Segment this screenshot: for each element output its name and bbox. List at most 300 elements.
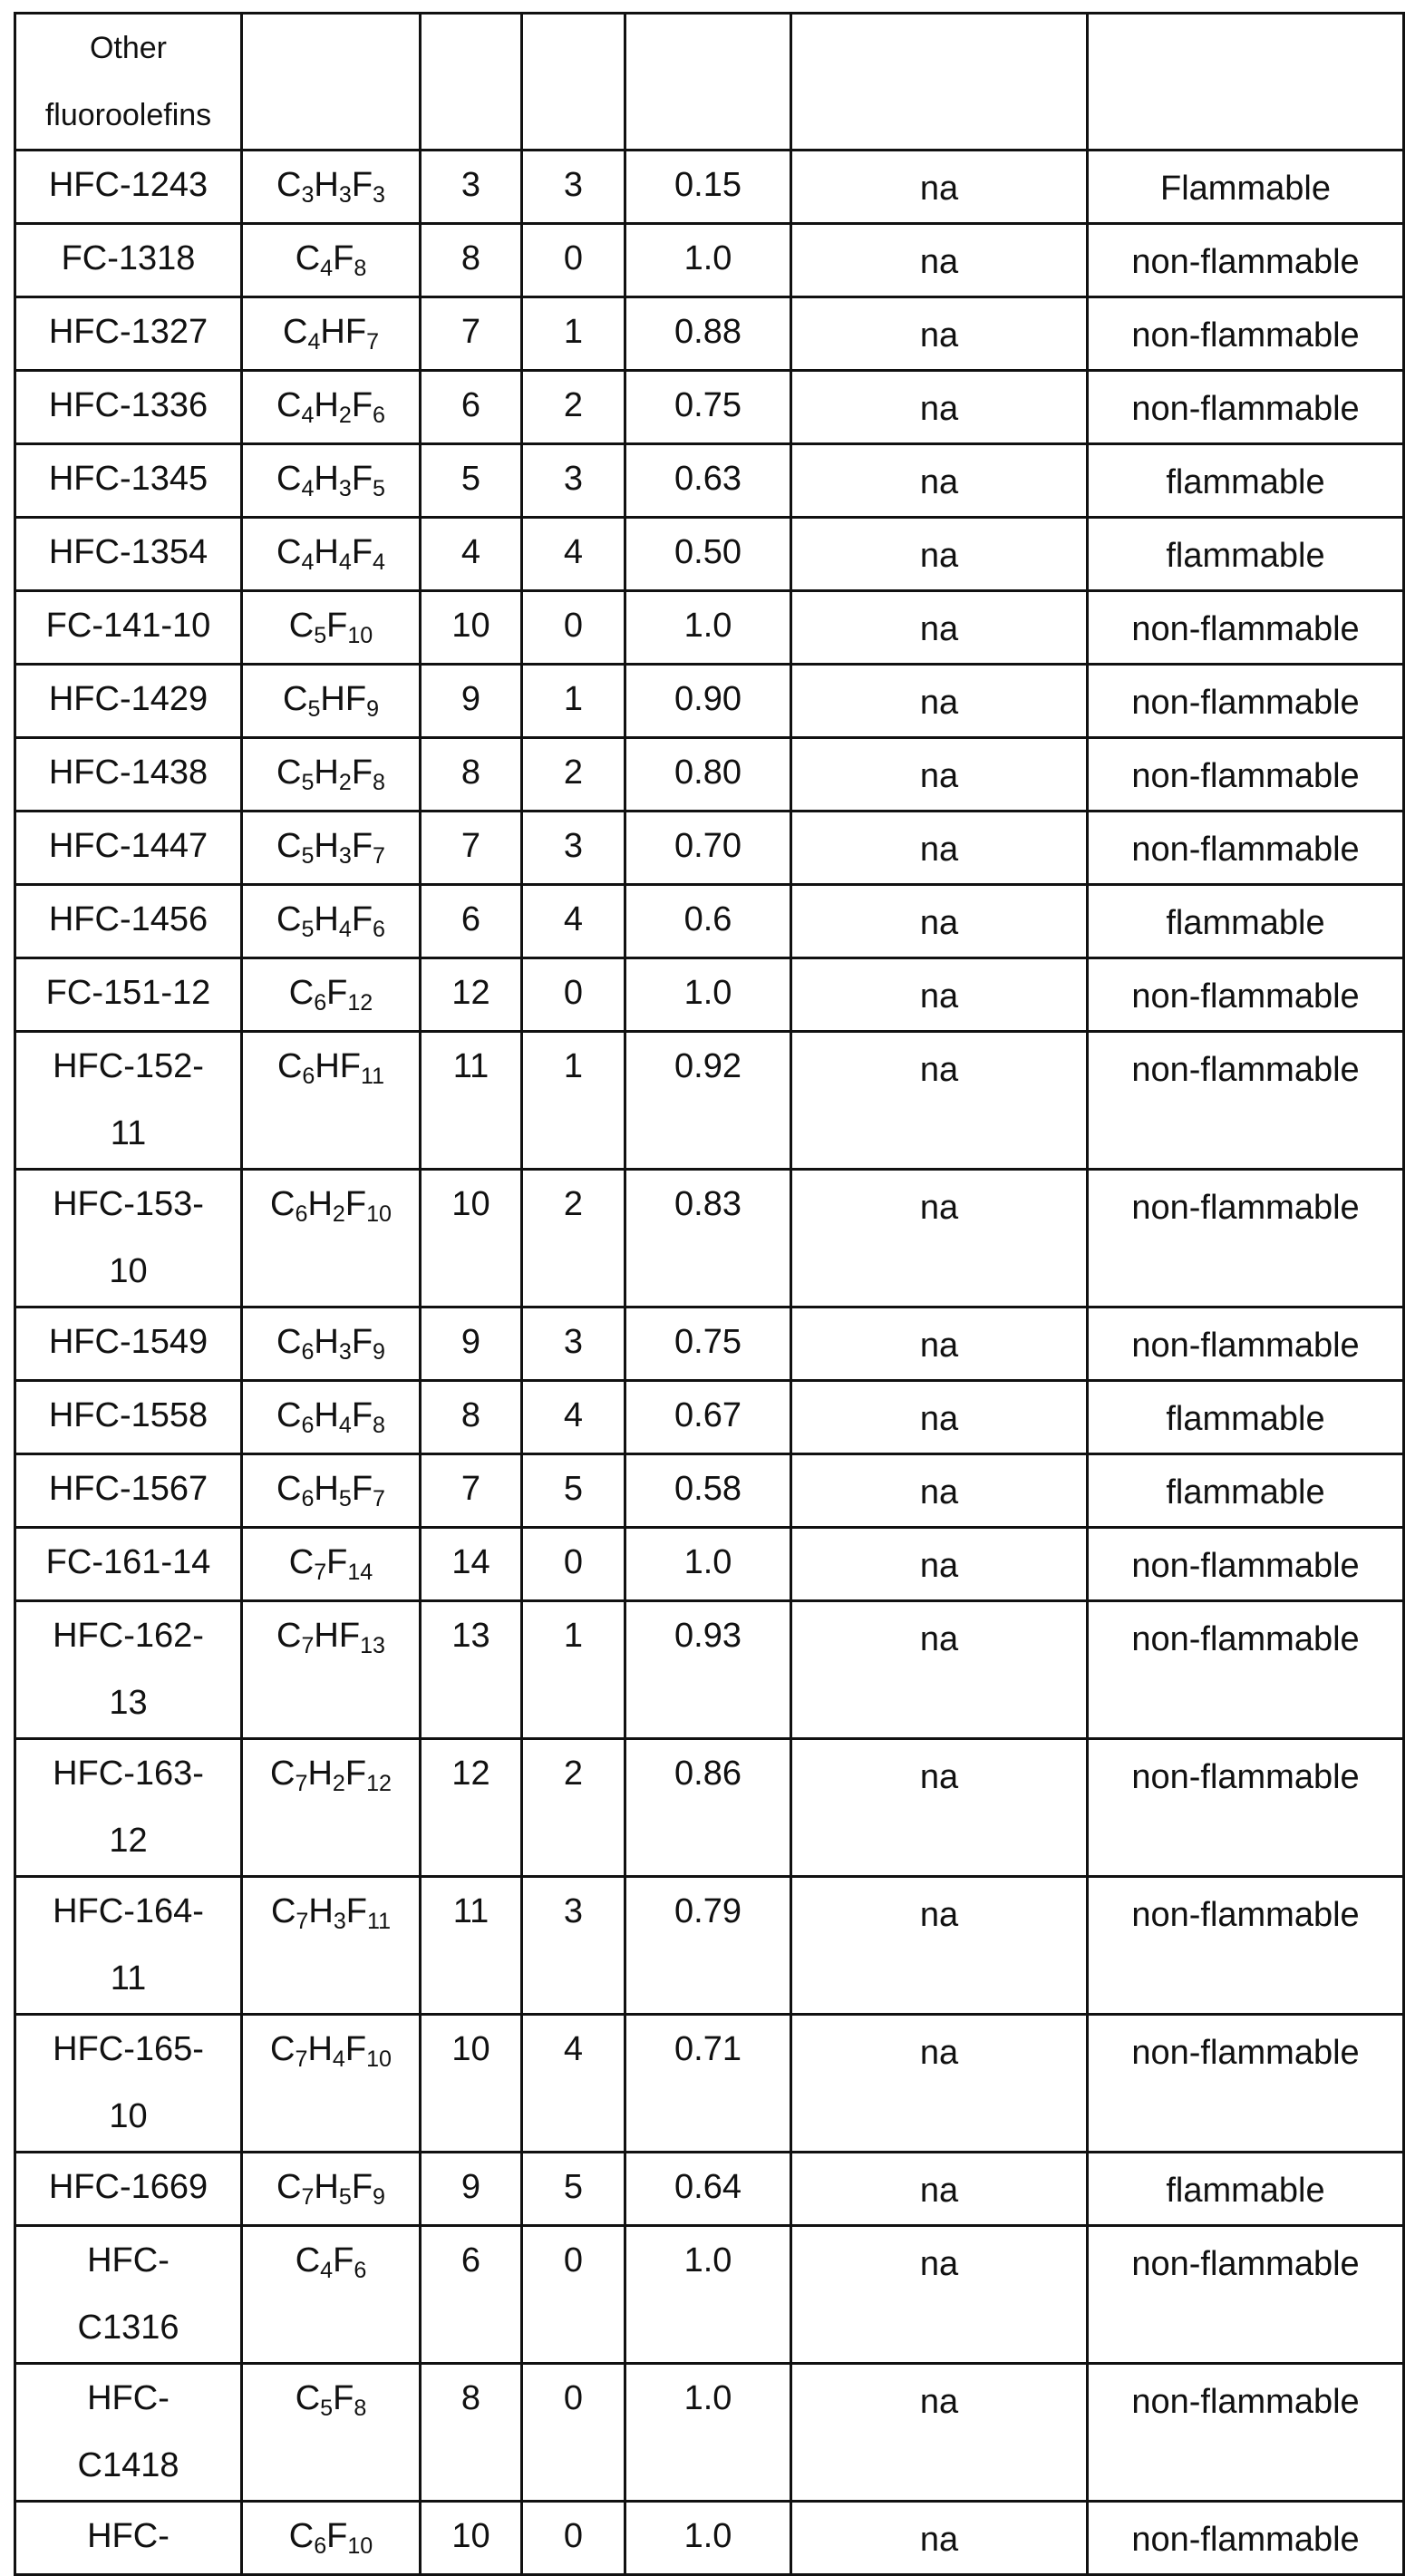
formula-element: C <box>276 1396 302 1434</box>
cell-ratio: 1.0 <box>625 1528 791 1601</box>
cell-ratio: 0.93 <box>625 1601 791 1739</box>
header-cell-f <box>421 14 522 151</box>
header-cell-formula <box>242 14 421 151</box>
formula-element: C <box>295 2379 321 2417</box>
formula-subscript: 4 <box>373 549 385 576</box>
formula-element: H <box>314 1323 339 1361</box>
table-body <box>15 14 1404 2575</box>
table-row <box>15 224 1404 297</box>
cell-flammability: flammable <box>1088 2153 1404 2226</box>
cell-compound-name <box>15 1877 242 2015</box>
cell-hydrogen-count: 2 <box>522 1739 625 1877</box>
cell-formula <box>242 591 421 665</box>
formula-element: C <box>288 607 315 645</box>
formula-element: H <box>314 1470 339 1508</box>
formula-subscript: 3 <box>373 182 385 209</box>
formula-subscript: 5 <box>314 623 327 649</box>
cell-formula <box>242 444 421 518</box>
compound-name-line: FC-1318 <box>61 239 196 277</box>
formula-subscript: 5 <box>301 843 315 870</box>
compound-name-line: FC-161-14 <box>45 1543 211 1581</box>
formula-element: H <box>307 1755 333 1793</box>
formula-subscript: 3 <box>333 1909 346 1935</box>
formula-subscript: 4 <box>338 1413 352 1439</box>
formula-element: F <box>344 680 367 718</box>
compound-name-line: HFC-1429 <box>48 680 208 718</box>
formula-subscript: 7 <box>301 1633 315 1659</box>
formula-subscript: 7 <box>373 843 385 870</box>
formula-subscript: 14 <box>347 1560 373 1586</box>
cell-formula <box>242 738 421 812</box>
cell-fluorine-count: 11 <box>421 1877 522 2015</box>
compound-name-line: HFC-152- <box>53 1047 204 1085</box>
cell-formula <box>242 2226 421 2364</box>
cell-hydrogen-count: 2 <box>522 371 625 444</box>
formula-element: C <box>295 2241 321 2280</box>
cell-compound-name <box>15 2364 242 2502</box>
cell-na: na <box>791 738 1088 812</box>
formula-subscript: 5 <box>301 770 315 796</box>
formula-subscript: 6 <box>301 1486 315 1512</box>
cell-formula <box>242 1032 421 1170</box>
formula-element: F <box>351 386 373 424</box>
table-row <box>15 2364 1404 2502</box>
fluoroolefins-table <box>14 12 1405 2576</box>
formula-subscript: 12 <box>347 990 373 1016</box>
formula-element: F <box>351 166 373 204</box>
compound-name-line: HFC-1354 <box>48 533 208 571</box>
cell-formula <box>242 2502 421 2575</box>
cell-na: na <box>791 444 1088 518</box>
formula-element: H <box>314 166 339 204</box>
table-row <box>15 2502 1404 2575</box>
cell-ratio: 1.0 <box>625 2364 791 2502</box>
formula-subscript: 2 <box>332 1201 345 1228</box>
table-row <box>15 812 1404 885</box>
formula-subscript: 10 <box>347 623 373 649</box>
cell-formula <box>242 371 421 444</box>
cell-compound-name <box>15 1381 242 1454</box>
cell-hydrogen-count: 4 <box>522 2015 625 2153</box>
formula-element: H <box>308 1892 334 1930</box>
formula-element: H <box>314 533 339 571</box>
formula-element: F <box>344 1185 367 1223</box>
cell-na: na <box>791 1454 1088 1528</box>
formula-element: H <box>307 1185 333 1223</box>
cell-fluorine-count: 10 <box>421 2502 522 2575</box>
cell-compound-name <box>15 665 242 738</box>
cell-formula <box>242 1307 421 1381</box>
cell-fluorine-count: 13 <box>421 1601 522 1739</box>
compound-name-line: HFC-1345 <box>48 460 208 498</box>
cell-na: na <box>791 2015 1088 2153</box>
formula-element: C <box>276 460 302 498</box>
cell-ratio: 0.67 <box>625 1381 791 1454</box>
formula-subscript: 3 <box>338 182 352 209</box>
cell-compound-name <box>15 2153 242 2226</box>
cell-formula <box>242 958 421 1032</box>
cell-ratio: 0.79 <box>625 1877 791 2015</box>
cell-flammability: non-flammable <box>1088 1528 1404 1601</box>
table-header-row <box>15 14 1404 151</box>
compound-name-line: HFC-1558 <box>48 1396 208 1434</box>
compound-name-line: 12 <box>109 1822 148 1860</box>
cell-flammability: flammable <box>1088 444 1404 518</box>
formula-subscript: 6 <box>295 1201 308 1228</box>
cell-fluorine-count: 10 <box>421 2015 522 2153</box>
formula-element: C <box>276 2168 302 2206</box>
cell-formula <box>242 1528 421 1601</box>
cell-ratio: 1.0 <box>625 2226 791 2364</box>
cell-formula <box>242 885 421 958</box>
cell-compound-name <box>15 812 242 885</box>
formula-subscript: 7 <box>301 2184 315 2211</box>
cell-hydrogen-count: 4 <box>522 885 625 958</box>
header-cell-h <box>522 14 625 151</box>
cell-na: na <box>791 2153 1088 2226</box>
cell-formula <box>242 2153 421 2226</box>
cell-fluorine-count: 8 <box>421 2364 522 2502</box>
cell-ratio: 0.88 <box>625 297 791 371</box>
cell-ratio: 0.15 <box>625 151 791 224</box>
cell-flammability: flammable <box>1088 1381 1404 1454</box>
table-row <box>15 2153 1404 2226</box>
cell-flammability: non-flammable <box>1088 1170 1404 1307</box>
cell-na: na <box>791 224 1088 297</box>
cell-flammability: non-flammable <box>1088 1032 1404 1170</box>
formula-element: C <box>276 1047 303 1085</box>
cell-compound-name <box>15 958 242 1032</box>
compound-name-line: HFC- <box>87 2517 170 2555</box>
formula-subscript: 4 <box>301 549 315 576</box>
compound-name-line: HFC- <box>87 2241 170 2280</box>
cell-ratio: 0.63 <box>625 444 791 518</box>
cell-fluorine-count: 6 <box>421 2226 522 2364</box>
formula-subscript: 4 <box>338 917 352 943</box>
cell-formula <box>242 297 421 371</box>
cell-ratio: 0.58 <box>625 1454 791 1528</box>
cell-na: na <box>791 1877 1088 2015</box>
cell-formula <box>242 518 421 591</box>
formula-element: C <box>288 1543 315 1581</box>
cell-na: na <box>791 2364 1088 2502</box>
formula-subscript: 11 <box>366 1909 392 1935</box>
cell-na: na <box>791 1307 1088 1381</box>
cell-na: na <box>791 885 1088 958</box>
formula-subscript: 7 <box>366 329 380 355</box>
compound-name-line: HFC-1567 <box>48 1470 208 1508</box>
table-row <box>15 591 1404 665</box>
formula-subscript: 12 <box>366 1771 392 1797</box>
header-cell-col6 <box>791 14 1088 151</box>
table-row <box>15 665 1404 738</box>
formula-element: F <box>344 1755 367 1793</box>
cell-flammability: non-flammable <box>1088 2364 1404 2502</box>
cell-na: na <box>791 2226 1088 2364</box>
cell-fluorine-count: 12 <box>421 958 522 1032</box>
cell-flammability: non-flammable <box>1088 224 1404 297</box>
cell-ratio: 0.92 <box>625 1032 791 1170</box>
cell-fluorine-count: 14 <box>421 1528 522 1601</box>
table-row <box>15 2015 1404 2153</box>
table-row <box>15 151 1404 224</box>
cell-ratio: 1.0 <box>625 958 791 1032</box>
formula-element: F <box>326 1543 348 1581</box>
formula-element: F <box>326 2517 348 2555</box>
formula-element: F <box>338 1617 361 1655</box>
cell-flammability: non-flammable <box>1088 1739 1404 1877</box>
formula-element: F <box>345 1892 367 1930</box>
header-name-line1: Other <box>89 31 168 65</box>
table-row <box>15 444 1404 518</box>
cell-hydrogen-count: 3 <box>522 1877 625 2015</box>
formula-subscript: 6 <box>314 990 327 1016</box>
cell-fluorine-count: 8 <box>421 738 522 812</box>
cell-compound-name <box>15 2226 242 2364</box>
formula-subscript: 8 <box>373 770 385 796</box>
cell-ratio: 0.70 <box>625 812 791 885</box>
cell-hydrogen-count: 1 <box>522 1601 625 1739</box>
formula-subscript: 6 <box>301 1339 315 1366</box>
formula-element: H <box>320 680 345 718</box>
formula-element: H <box>315 1047 340 1085</box>
formula-element: C <box>276 1470 302 1508</box>
formula-subscript: 5 <box>301 917 315 943</box>
compound-name-line: C1316 <box>77 2309 179 2347</box>
cell-hydrogen-count: 0 <box>522 591 625 665</box>
cell-formula <box>242 1381 421 1454</box>
cell-compound-name <box>15 738 242 812</box>
cell-hydrogen-count: 2 <box>522 738 625 812</box>
formula-subscript: 5 <box>320 2396 334 2422</box>
formula-subscript: 3 <box>301 182 315 209</box>
formula-subscript: 3 <box>338 476 352 502</box>
formula-element: C <box>282 313 308 351</box>
compound-name-line: HFC-1243 <box>48 166 208 204</box>
compound-name-line: 11 <box>110 1959 147 1998</box>
cell-flammability: non-flammable <box>1088 591 1404 665</box>
cell-flammability: non-flammable <box>1088 2015 1404 2153</box>
cell-compound-name <box>15 885 242 958</box>
cell-formula <box>242 1601 421 1739</box>
formula-element: C <box>288 2517 315 2555</box>
formula-element: C <box>276 827 302 865</box>
formula-element: F <box>351 827 373 865</box>
cell-ratio: 0.6 <box>625 885 791 958</box>
formula-subscript: 6 <box>302 1064 315 1090</box>
formula-element: F <box>351 460 373 498</box>
formula-element: C <box>270 1185 296 1223</box>
cell-na: na <box>791 371 1088 444</box>
formula-subscript: 6 <box>354 2258 367 2284</box>
table-row <box>15 738 1404 812</box>
formula-element: C <box>276 900 302 938</box>
cell-compound-name <box>15 1170 242 1307</box>
formula-subscript: 4 <box>301 403 315 429</box>
cell-formula <box>242 2364 421 2502</box>
cell-flammability: flammable <box>1088 1454 1404 1528</box>
compound-name-line: HFC-1327 <box>48 313 208 351</box>
cell-compound-name <box>15 371 242 444</box>
cell-fluorine-count: 6 <box>421 371 522 444</box>
cell-formula <box>242 1739 421 1877</box>
formula-subscript: 5 <box>307 696 321 723</box>
formula-element: F <box>326 607 348 645</box>
formula-subscript: 9 <box>366 696 380 723</box>
cell-compound-name <box>15 1739 242 1877</box>
cell-fluorine-count: 9 <box>421 665 522 738</box>
formula-element: C <box>276 386 302 424</box>
cell-formula <box>242 224 421 297</box>
cell-hydrogen-count: 4 <box>522 518 625 591</box>
formula-subscript: 4 <box>332 2046 345 2073</box>
table-row <box>15 1032 1404 1170</box>
formula-element: H <box>320 313 345 351</box>
table-row <box>15 1877 1404 2015</box>
cell-hydrogen-count: 1 <box>522 665 625 738</box>
cell-na: na <box>791 1739 1088 1877</box>
formula-element: F <box>351 1323 373 1361</box>
compound-name-line: 13 <box>109 1684 148 1722</box>
cell-na: na <box>791 665 1088 738</box>
formula-element: C <box>276 166 302 204</box>
cell-fluorine-count: 9 <box>421 1307 522 1381</box>
table-row <box>15 1170 1404 1307</box>
cell-flammability: non-flammable <box>1088 738 1404 812</box>
cell-formula <box>242 1454 421 1528</box>
cell-compound-name <box>15 1032 242 1170</box>
formula-subscript: 4 <box>320 256 334 282</box>
cell-flammability: non-flammable <box>1088 665 1404 738</box>
formula-element: H <box>314 386 339 424</box>
cell-flammability: flammable <box>1088 518 1404 591</box>
formula-element: F <box>351 1470 373 1508</box>
formula-subscript: 8 <box>354 2396 367 2422</box>
cell-hydrogen-count: 0 <box>522 2226 625 2364</box>
cell-hydrogen-count: 3 <box>522 1307 625 1381</box>
table-row <box>15 371 1404 444</box>
cell-hydrogen-count: 5 <box>522 1454 625 1528</box>
cell-na: na <box>791 1601 1088 1739</box>
cell-ratio: 0.75 <box>625 1307 791 1381</box>
cell-compound-name <box>15 1307 242 1381</box>
compound-name-line: C1418 <box>77 2446 179 2484</box>
table-row <box>15 1381 1404 1454</box>
cell-hydrogen-count: 0 <box>522 2364 625 2502</box>
formula-element: F <box>351 533 373 571</box>
cell-flammability: non-flammable <box>1088 2502 1404 2575</box>
compound-name-line: HFC-162- <box>53 1617 204 1655</box>
compound-name-line: FC-141-10 <box>45 607 211 645</box>
formula-element: H <box>314 1617 339 1655</box>
cell-ratio: 0.71 <box>625 2015 791 2153</box>
table-row <box>15 1528 1404 1601</box>
formula-subscript: 9 <box>373 2184 385 2211</box>
formula-element: F <box>351 2168 373 2206</box>
formula-subscript: 5 <box>338 2184 352 2211</box>
formula-element: C <box>295 239 321 277</box>
formula-subscript: 7 <box>314 1560 327 1586</box>
header-cell-ratio <box>625 14 791 151</box>
formula-element: F <box>351 1396 373 1434</box>
cell-ratio: 0.50 <box>625 518 791 591</box>
formula-subscript: 10 <box>347 2533 373 2560</box>
formula-element: F <box>333 2241 354 2280</box>
formula-subscript: 2 <box>338 770 352 796</box>
cell-na: na <box>791 1381 1088 1454</box>
cell-fluorine-count: 11 <box>421 1032 522 1170</box>
table-row <box>15 297 1404 371</box>
cell-fluorine-count: 12 <box>421 1739 522 1877</box>
compound-name-line: 10 <box>109 1252 148 1290</box>
cell-na: na <box>791 1032 1088 1170</box>
cell-hydrogen-count: 1 <box>522 1032 625 1170</box>
formula-subscript: 8 <box>354 256 367 282</box>
formula-subscript: 11 <box>361 1064 385 1090</box>
cell-hydrogen-count: 5 <box>522 2153 625 2226</box>
compound-name-line: 11 <box>110 1114 147 1152</box>
formula-element: H <box>314 900 339 938</box>
table-row <box>15 1307 1404 1381</box>
formula-element: F <box>351 753 373 792</box>
cell-na: na <box>791 2502 1088 2575</box>
cell-hydrogen-count: 2 <box>522 1170 625 1307</box>
formula-element: F <box>344 313 367 351</box>
formula-element: F <box>333 2379 354 2417</box>
formula-subscript: 4 <box>320 2258 334 2284</box>
table-row <box>15 1739 1404 1877</box>
cell-compound-name <box>15 1454 242 1528</box>
cell-fluorine-count: 9 <box>421 2153 522 2226</box>
cell-hydrogen-count: 3 <box>522 444 625 518</box>
cell-hydrogen-count: 4 <box>522 1381 625 1454</box>
cell-formula <box>242 1170 421 1307</box>
cell-flammability: non-flammable <box>1088 812 1404 885</box>
table-row <box>15 2226 1404 2364</box>
cell-ratio: 0.64 <box>625 2153 791 2226</box>
cell-flammability: non-flammable <box>1088 297 1404 371</box>
cell-flammability: non-flammable <box>1088 1601 1404 1739</box>
cell-flammability: non-flammable <box>1088 1877 1404 2015</box>
formula-subscript: 7 <box>296 1909 309 1935</box>
cell-fluorine-count: 3 <box>421 151 522 224</box>
cell-compound-name <box>15 1601 242 1739</box>
cell-formula <box>242 1877 421 2015</box>
cell-ratio: 0.75 <box>625 371 791 444</box>
cell-ratio: 1.0 <box>625 2502 791 2575</box>
formula-element: C <box>276 1323 302 1361</box>
cell-compound-name <box>15 2015 242 2153</box>
compound-name-line: HFC-1549 <box>48 1323 208 1361</box>
cell-fluorine-count: 7 <box>421 1454 522 1528</box>
compound-name-line: HFC-1336 <box>48 386 208 424</box>
cell-hydrogen-count: 0 <box>522 1528 625 1601</box>
formula-subscript: 6 <box>373 917 385 943</box>
cell-formula <box>242 151 421 224</box>
formula-subscript: 10 <box>366 1201 392 1228</box>
formula-element: F <box>344 2030 367 2068</box>
cell-na: na <box>791 518 1088 591</box>
formula-subscript: 6 <box>373 403 385 429</box>
formula-element: H <box>314 753 339 792</box>
formula-element: H <box>314 2168 339 2206</box>
compound-name-line: HFC-1456 <box>48 900 208 938</box>
cell-na: na <box>791 1170 1088 1307</box>
formula-subscript: 3 <box>338 843 352 870</box>
formula-subscript: 7 <box>373 1486 385 1512</box>
cell-flammability: Flammable <box>1088 151 1404 224</box>
formula-subscript: 6 <box>301 1413 315 1439</box>
